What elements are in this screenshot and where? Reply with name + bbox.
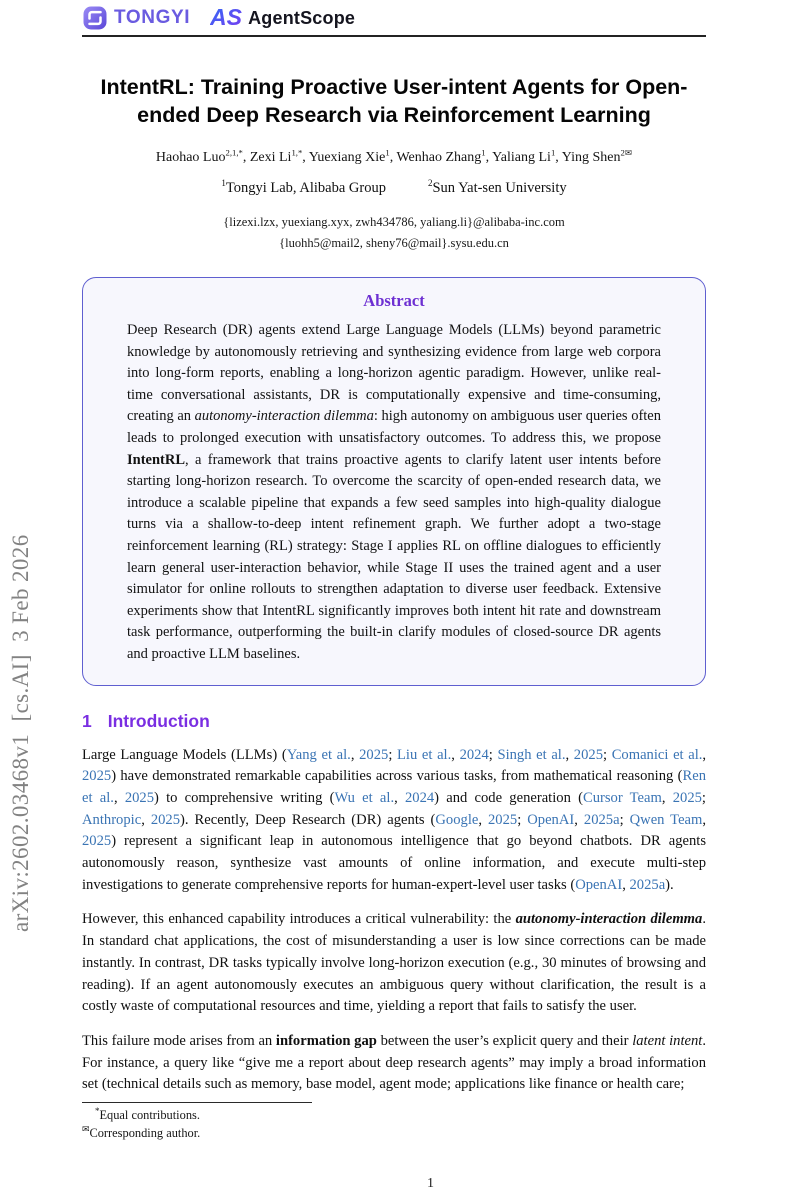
citation-link[interactable]: 2025 xyxy=(82,768,112,785)
email-line-alibaba: {lizexi.lzx, yuexiang.xyx, zwh434786, yaliang.li}@alibaba-inc.com xyxy=(223,215,565,229)
citation-link[interactable]: Comanici et al. xyxy=(611,746,703,763)
affiliations-row xyxy=(82,180,706,197)
intro-paragraph-1 xyxy=(82,745,706,897)
text-segment: 2,1,* xyxy=(225,147,243,158)
text-segment: , a framework that trains proactive agents to clarify latent user intents before starting long-horizon research. To overcome the scarcity of open-ended research data, we introduce a scalable pipeline that expands a few seed samples into high-quality dialogue turns via a shallow-to-deep intent refinement graph. We further adopt a two-stage reinforcement learning (RL) strategy: Stage I applies RL on offline dialogues to efficiently learn general user-interaction behavior, while Stage II uses the trained agent and a user simulator for online rollouts to strengthen adaptation to diverse user feedback. Extensive experiments show that IntentRL significantly improves both intent hit rate and downstream task performance, outperforming the built-in clarify modules of closed-source DR agents and proactive LLM baselines. xyxy=(127,451,661,662)
text-segment: 2 xyxy=(427,178,433,189)
text-segment: , Ying Shen xyxy=(555,150,621,165)
tongyi-logo-icon xyxy=(82,5,108,31)
citation-link[interactable]: Anthropic xyxy=(82,811,142,828)
text-segment: ) to comprehensive writing ( xyxy=(154,789,335,806)
text-segment: This failure mode arises from an xyxy=(82,1032,276,1049)
paper-title: IntentRL: Training Proactive User-intent Agents for Open-ended Deep Research via Reinforcement Learning xyxy=(100,75,688,127)
asterisk-marker: * xyxy=(95,1105,100,1116)
text-segment: ) and code generation ( xyxy=(434,789,583,806)
abstract-heading: Abstract xyxy=(363,291,425,310)
citation-link[interactable]: 2025 xyxy=(359,746,389,763)
text-segment: ; xyxy=(488,746,498,763)
footnote-text: Corresponding author. xyxy=(89,1126,201,1140)
citation-link[interactable]: 2025a xyxy=(583,811,620,828)
affiliation-sysu xyxy=(428,180,567,197)
text-segment: However, this enhanced capability introduces a critical vulnerability: the xyxy=(82,911,516,928)
citation-link[interactable]: 2024 xyxy=(404,789,435,806)
footnote-corresponding-author xyxy=(82,1124,706,1142)
text-segment: , xyxy=(565,746,574,763)
text-segment: , xyxy=(451,746,460,763)
text-segment: Sun Yat-sen University xyxy=(432,180,567,196)
citation-link[interactable]: 2024 xyxy=(459,746,489,763)
text-segment: , xyxy=(113,789,125,806)
text-segment: , xyxy=(394,789,405,806)
text-segment: , Yuexiang Xie xyxy=(302,150,386,165)
text-segment: information gap xyxy=(275,1032,377,1049)
text-segment: . In standard chat applications, the cost of misunderstanding a user is low since corrections can be made instantly. In contrast, DR tasks typically involve long-horizon execution (e.g., 30 minutes of browsing and reading). If an agent autonomously executes an ambiguous query without clarification, the result is a costly waste of computational resources and time, yielding a report that fails to satisfy the user. xyxy=(82,911,706,1015)
text-segment: ) have demonstrated remarkable capabilities across various tasks, from mathematical reasoning ( xyxy=(111,768,683,785)
affiliation-tongyi-lab xyxy=(221,180,386,197)
text-segment: ; xyxy=(388,746,398,763)
authors-line xyxy=(82,147,706,166)
abstract-box xyxy=(82,277,706,686)
citation-link[interactable]: Qwen Team xyxy=(629,811,703,828)
citation-link[interactable]: Cursor Team xyxy=(582,789,662,806)
text-segment: 1,* xyxy=(291,147,303,158)
citation-link[interactable]: OpenAI xyxy=(527,811,575,828)
citation-link[interactable]: 2025a xyxy=(629,876,666,893)
text-segment: ; xyxy=(701,789,706,806)
text-segment: Large Language Models (LLMs) ( xyxy=(82,746,287,763)
citation-link[interactable]: Singh et al. xyxy=(497,746,566,763)
text-segment: , xyxy=(622,876,630,893)
citation-link[interactable]: Ren et al. xyxy=(82,768,706,806)
text-segment: , xyxy=(478,811,488,828)
text-segment: 1 xyxy=(550,147,556,158)
text-segment: , Yaliang Li xyxy=(485,150,551,165)
citation-link[interactable]: 2025 xyxy=(488,811,518,828)
text-segment: , Zexi Li xyxy=(242,150,292,165)
agentscope-logo-icon xyxy=(210,6,242,30)
section-heading-introduction xyxy=(82,711,706,732)
text-segment: Deep Research (DR) agents extend Large Language Models (LLMs) beyond parametric knowledge by autonomously retrieving and synthesizing evidence from large web corpora into long-form reports, enabling a long-horizon agentic paradigm. However, unlike real-time conversational assistants, DR is computationally expensive and time-consuming, creating an xyxy=(127,322,661,425)
citation-link[interactable]: 2025 xyxy=(150,811,181,828)
header-logos xyxy=(82,0,706,33)
citation-link[interactable]: 2025 xyxy=(124,789,154,806)
footnote-text: Equal contributions. xyxy=(99,1108,200,1122)
citation-link[interactable]: OpenAI xyxy=(575,876,623,893)
text-segment: ; xyxy=(602,746,612,763)
section-title: Introduction xyxy=(107,710,210,731)
text-segment: , xyxy=(141,811,151,828)
text-segment: Haohao Luo xyxy=(155,150,226,165)
text-segment: ) represent a significant leap in autonomous intelligence that go beyond chatbots. DR agents autonomously reason, synthesize vast amounts of online information, and execute multi-step investigations to generate comprehensive reports for human-expert-level user tasks ( xyxy=(82,833,706,893)
agentscope-logo xyxy=(210,6,355,30)
tongyi-logo-text: TONGYI xyxy=(114,7,191,28)
email-line-sysu: {luohh5@mail2, sheny76@mail}.sysu.edu.cn xyxy=(279,236,509,250)
intro-paragraph-3 xyxy=(82,1031,706,1096)
text-segment: , xyxy=(350,746,360,763)
citation-link[interactable]: 2025 xyxy=(573,746,603,763)
citation-link[interactable]: 2025 xyxy=(672,789,702,806)
intro-paragraph-2 xyxy=(82,909,706,1018)
text-segment: 1 xyxy=(481,147,486,158)
text-segment: ; xyxy=(619,811,630,828)
page-number: 1 xyxy=(427,1176,434,1191)
header-divider xyxy=(82,35,706,37)
text-segment: 2✉ xyxy=(620,147,633,158)
text-segment: , xyxy=(702,811,707,828)
section-number: 1 xyxy=(82,710,92,731)
svg-text:AS: AS xyxy=(210,6,243,30)
text-segment: autonomy-interaction dilemma xyxy=(194,408,374,425)
text-segment: . For instance, a query like “give me a report about deep research agents” may imply a broad information set (technical details such as memory, base model, agent mode; applications like finance or health care; xyxy=(82,1032,706,1093)
text-segment: , xyxy=(574,811,584,828)
text-segment: ). xyxy=(665,876,674,893)
text-segment: 1 xyxy=(221,178,226,189)
citation-link[interactable]: Liu et al. xyxy=(397,746,452,763)
citation-link[interactable]: Google xyxy=(435,811,479,828)
footnote-block xyxy=(82,1100,706,1142)
footnote-divider xyxy=(82,1102,312,1103)
text-segment: latent intent xyxy=(632,1032,703,1049)
abstract-text xyxy=(127,320,661,666)
citation-link[interactable]: 2025 xyxy=(82,833,112,850)
text-segment: 1 xyxy=(385,147,390,158)
citation-link[interactable]: Yang et al. xyxy=(286,746,351,763)
agentscope-logo-text: AgentScope xyxy=(248,7,356,28)
text-segment: between the user’s explicit query and their xyxy=(376,1032,633,1049)
text-segment: , xyxy=(661,789,673,806)
text-segment: autonomy-interaction dilemma xyxy=(515,911,703,928)
text-segment: , xyxy=(702,746,707,763)
text-segment: Tongyi Lab, Alibaba Group xyxy=(225,180,386,196)
text-segment: IntentRL xyxy=(127,451,186,468)
author-emails xyxy=(82,212,706,254)
envelope-icon: ✉ xyxy=(82,1123,90,1134)
footnote-equal-contributions xyxy=(82,1106,706,1124)
text-segment: ; xyxy=(517,811,528,828)
citation-link[interactable]: Wu et al. xyxy=(334,789,395,806)
arxiv-watermark: arXiv:2602.03468v1 [cs.AI] 3 Feb 2026 xyxy=(8,534,33,932)
text-segment: : high autonomy on ambiguous user queries often leads to prolonged execution with unsatisfactory outcomes. To address this, we propose xyxy=(127,408,661,446)
text-segment: ). Recently, Deep Research (DR) agents ( xyxy=(180,811,436,828)
tongyi-logo xyxy=(82,5,190,31)
text-segment: , Wenhao Zhang xyxy=(389,150,482,165)
